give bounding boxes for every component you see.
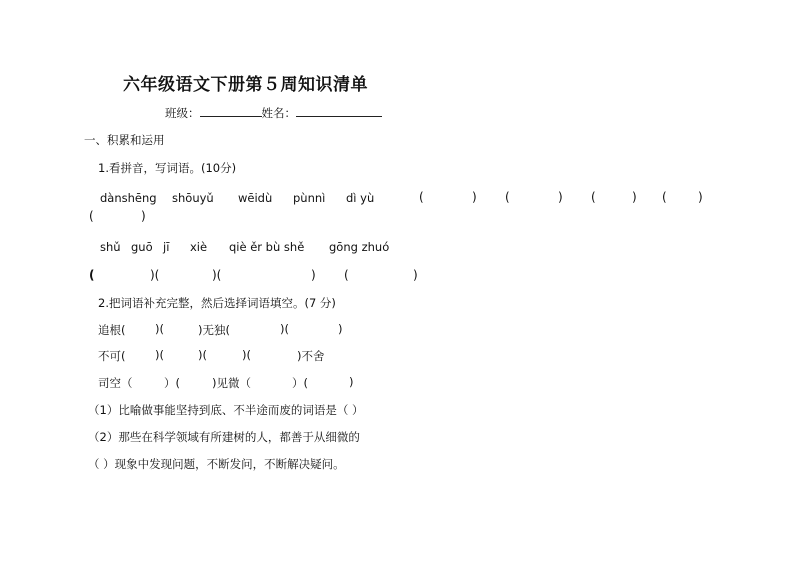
idiom-part: )( (155, 322, 164, 336)
pinyin-word: dànshēng (100, 191, 157, 205)
answer-paren: ( (344, 268, 349, 282)
idiom-part: 不可( (98, 349, 126, 363)
answer-paren: ( (89, 268, 95, 282)
answer-paren: ( (89, 209, 94, 223)
idiom-part: ) (349, 375, 354, 389)
pinyin-word: jī (163, 240, 170, 254)
answer-paren: ) (311, 268, 316, 282)
pinyin-word: wēidù (238, 191, 273, 205)
answer-paren: ( (662, 190, 667, 204)
fill-sentence-1: （1）比喻做事能坚持到底、不半途而废的词语是（ ） (88, 403, 364, 417)
answer-paren: )( (212, 268, 222, 282)
answer-paren: ) (632, 190, 637, 204)
answer-paren: ( (591, 190, 596, 204)
idiom-part: )( (242, 348, 251, 362)
name-label: 姓名： (261, 106, 296, 120)
pinyin-word: shǔ (100, 240, 121, 254)
class-label: 班级： (165, 106, 200, 120)
class-blank (200, 104, 262, 117)
question-1-prompt: 1.看拼音，写词语。(10分) (98, 161, 237, 175)
idiom-part: )( (280, 322, 289, 336)
answer-paren: ) (141, 209, 146, 223)
idiom-part: )( (198, 348, 207, 362)
idiom-part: )不舍 (297, 349, 325, 363)
answer-paren: ) (558, 190, 563, 204)
answer-paren: )( (150, 268, 160, 282)
idiom-part: )见微（ (212, 376, 251, 390)
pinyin-word: qiè ěr bù shě (229, 240, 305, 254)
pinyin-word: xiè (190, 240, 208, 254)
idiom-part: )无独( (198, 323, 230, 337)
pinyin-word: pùnnì (293, 191, 326, 205)
fill-sentence-3: （ ）现象中发现问题，不断发问，不断解决疑问。 (88, 457, 345, 471)
question-2-prompt: 2.把词语补充完整，然后选择词语填空。(7 分) (98, 296, 336, 310)
idiom-part: 司空（ (98, 376, 133, 390)
idiom-part: )( (155, 348, 164, 362)
page-title: 六年级语文下册第５周知识清单 (123, 75, 368, 95)
answer-paren: ) (413, 268, 418, 282)
pinyin-word: shōuyǔ (172, 191, 214, 205)
idiom-part: ）( (164, 376, 180, 390)
idiom-part: 追根( (98, 323, 126, 337)
idiom-part: ）( (292, 376, 308, 390)
pinyin-word: gōng zhuó (329, 240, 390, 254)
pinyin-word: guō (131, 240, 153, 254)
section-heading: 一、积累和运用 (84, 133, 165, 147)
answer-paren: ( (419, 190, 424, 204)
answer-paren: ) (698, 190, 703, 204)
class-name-line (165, 104, 382, 121)
answer-paren: ) (472, 190, 477, 204)
fill-sentence-2: （2）那些在科学领域有所建树的人，都善于从细微的 (88, 430, 360, 444)
answer-paren: ( (505, 190, 510, 204)
idiom-part: ) (338, 322, 343, 336)
pinyin-word: dì yù (346, 191, 375, 205)
name-blank (296, 104, 382, 117)
